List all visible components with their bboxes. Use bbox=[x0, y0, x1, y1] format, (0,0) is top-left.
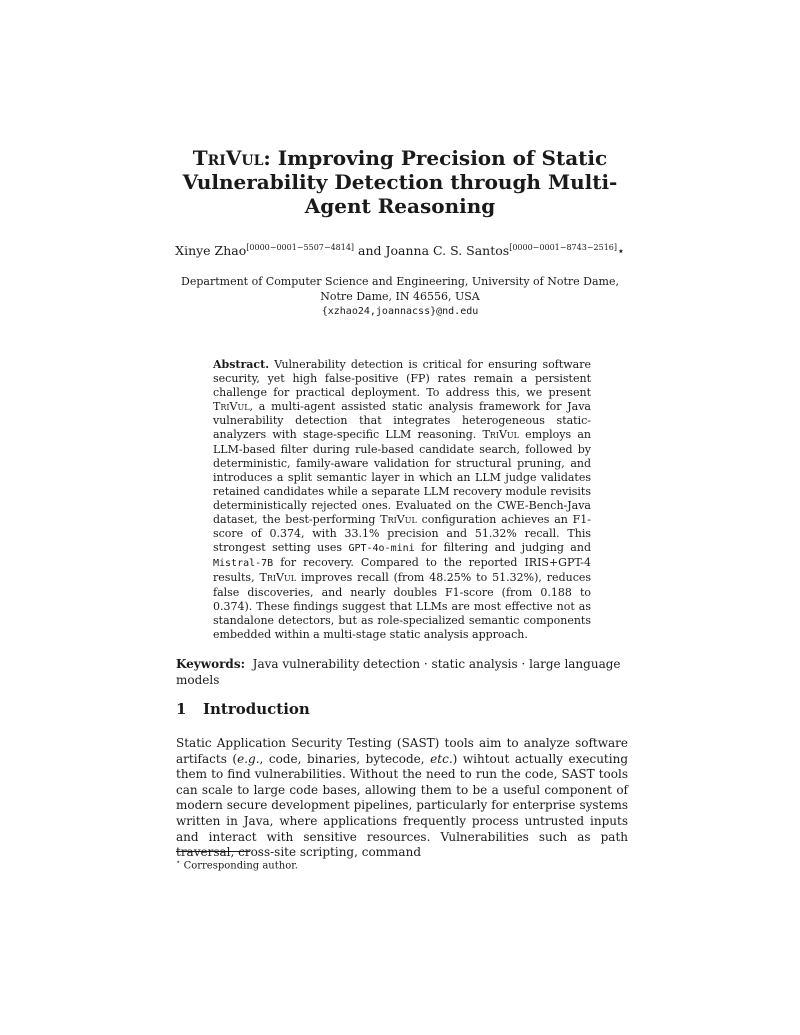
model-name: GPT-4o-mini bbox=[348, 543, 415, 555]
title-text: : Improving Precision of Static Vulnerability Detection through Multi-Agent Reasoning bbox=[182, 146, 618, 218]
abstract-text: improves recall (from 48.25% to 51.32%), reduces false discoveries, and nearly doubles F1-score (from 0.188 to 0.374). These findings suggest that LLMs are most effective not as standalone detectors, but as role-specialized semantic components embedded within a multi-stage static analysis approach. bbox=[213, 571, 592, 641]
body-italic: e.g. bbox=[237, 751, 260, 766]
abstract-text: employs an LLM-based filter during rule-based candidate search, followed by deterministic, family-aware validation for structural pruning, and introduces a split semantic layer in which an LLM judge validates retained candidates while a separate LLM recovery module revisits deterministically rejected ones. Evaluated on the CWE-Bench-Java dataset, the best-performing bbox=[213, 428, 591, 527]
author-orcid: [0000−0001−8743−2516] bbox=[509, 243, 617, 252]
body-text: ) wihtout actually executing them to find vulnerabilities. Without the need to run the code, SAST tools can scale to large code bases, allowing them to be a useful component of modern secure development pipelines, particularly for enterprise systems written in Java, where applications frequently process untrusted inputs and interact with sensitive resources. Vulnerabilities such as path traversal, cross-site scripting, command bbox=[176, 751, 629, 860]
footnote-marker: ⋆ bbox=[176, 858, 181, 866]
model-name: Mistral-7B bbox=[213, 558, 274, 570]
author-email: {xzhao24,joannacss}@nd.edu bbox=[321, 306, 479, 317]
body-italic: etc. bbox=[430, 751, 453, 766]
keywords-text: Java vulnerability detection · static analysis · large language models bbox=[176, 657, 621, 687]
footnote-rule bbox=[176, 851, 250, 852]
affiliation: Department of Computer Science and Engineering, University of Notre Dame, Notre Dame, IN 46556, USA bbox=[181, 275, 619, 303]
abstract-text: , a multi-agent assisted static analysis framework for Java vulnerability detection that integrates heterogeneous static-analyzers with stage-specific LLM reasoning. bbox=[213, 400, 591, 442]
system-name: TriVul bbox=[213, 400, 250, 414]
section-title: Introduction bbox=[203, 700, 310, 718]
author-name: Joanna C. S. Santos bbox=[385, 243, 510, 259]
footnote bbox=[176, 856, 636, 872]
corresponding-marker: ⋆ bbox=[617, 243, 625, 259]
keywords bbox=[176, 656, 636, 688]
body-text: Static Application Security Testing (SAST) tools aim to analyze software artifacts ( bbox=[176, 736, 628, 766]
footnote-text: Corresponding author. bbox=[180, 860, 299, 872]
author-connector: and bbox=[354, 243, 386, 259]
abstract-text: for recovery. Compared to the reported IRIS+GPT-4 results, bbox=[213, 556, 591, 585]
affiliation-block bbox=[172, 274, 628, 319]
abstract bbox=[213, 358, 591, 642]
body-text: , code, binaries, bytecode, bbox=[259, 751, 431, 766]
abstract-text: Vulnerability detection is critical for ensuring software security, yet high false-positive (FP) rates remain a persistent challenge for practical deployment. To address this, we present bbox=[213, 358, 591, 400]
title-system-name: TriVul bbox=[192, 146, 264, 170]
abstract-text: for filtering and judging and bbox=[414, 541, 591, 555]
author-line bbox=[120, 240, 680, 259]
author-name: Xinye Zhao bbox=[175, 243, 247, 259]
system-name: TriVul bbox=[380, 513, 417, 527]
section-heading bbox=[176, 699, 636, 719]
system-name: TriVul bbox=[482, 428, 519, 442]
keywords-label: Keywords: bbox=[176, 657, 246, 671]
system-name: TriVul bbox=[259, 571, 297, 585]
abstract-text: configuration achieves an F1-score of 0.374, with 33.1% precision and 51.32% recall. This strongest setting uses bbox=[213, 513, 591, 555]
author-orcid: [0000−0001−5507−4814] bbox=[246, 243, 355, 252]
abstract-label: Abstract. bbox=[213, 358, 270, 371]
introduction-paragraph bbox=[176, 736, 628, 861]
section-number: 1 bbox=[176, 700, 187, 718]
paper-title bbox=[150, 146, 650, 218]
